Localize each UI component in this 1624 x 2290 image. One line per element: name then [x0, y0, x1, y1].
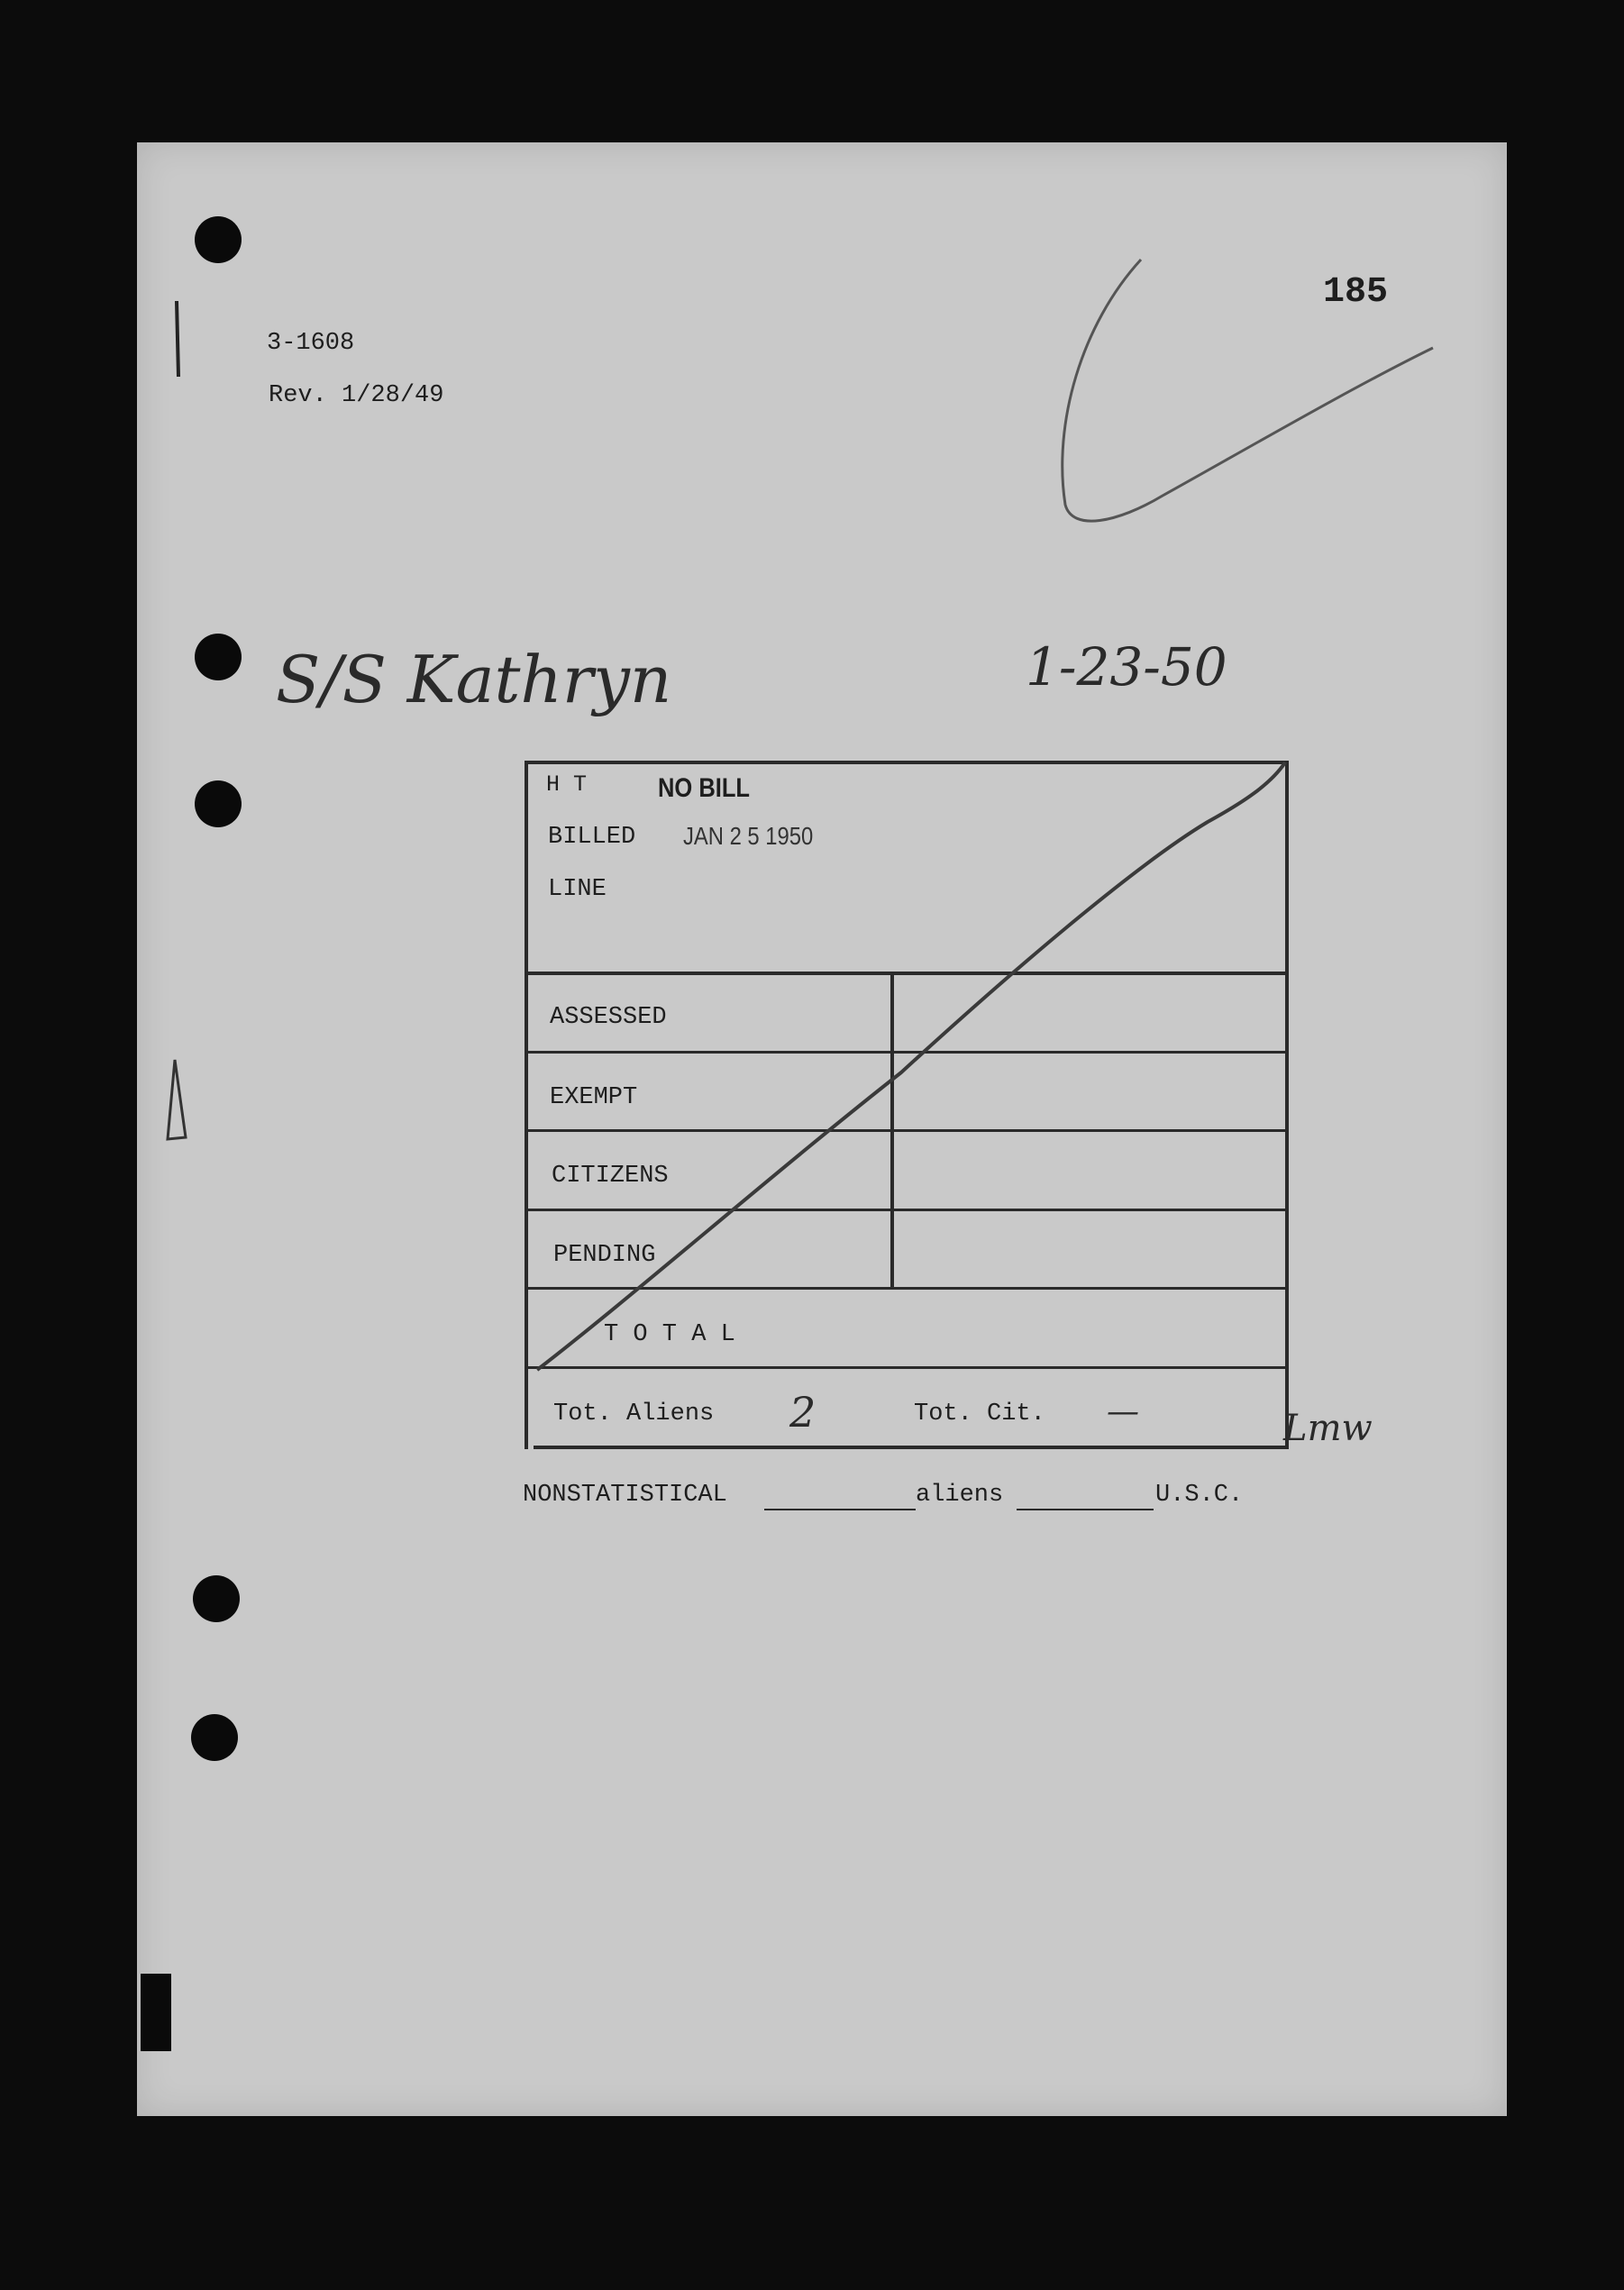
- no-bill-stamp: NO BILL: [658, 773, 750, 803]
- row-label-citizens: CITIZENS: [552, 1163, 669, 1190]
- nonstatistical-label: NONSTATISTICAL: [523, 1482, 727, 1509]
- total-citizens-value: —: [1107, 1393, 1139, 1430]
- check-mark: [1063, 260, 1433, 521]
- form-number: 3-1608: [267, 330, 355, 357]
- initials: Lmw: [1283, 1408, 1373, 1449]
- margin-mark: [177, 301, 178, 377]
- aliens-label: aliens: [916, 1482, 1004, 1509]
- billed-label: BILLED: [548, 824, 636, 851]
- stamp-prefix: H T: [546, 771, 588, 798]
- total-aliens-label: Tot. Aliens: [553, 1400, 715, 1428]
- margin-mark: [168, 1060, 186, 1139]
- row-label-exempt: EXEMPT: [550, 1084, 638, 1111]
- strike-line: [537, 762, 1285, 1370]
- page-number: 185: [1323, 272, 1389, 313]
- row-label-assessed: ASSESSED: [550, 1004, 667, 1031]
- margin-tab: [141, 1974, 171, 2051]
- total-label: T O T A L: [604, 1321, 735, 1348]
- usc-label: U.S.C.: [1155, 1482, 1244, 1509]
- handwritten-date: 1-23-50: [1026, 636, 1227, 698]
- vessel-name: S/S Kathryn: [276, 642, 672, 717]
- row-label-pending: PENDING: [553, 1242, 656, 1269]
- billed-date: JAN 2 5 1950: [683, 822, 814, 850]
- total-aliens-value: 2: [789, 1388, 817, 1437]
- line-label: LINE: [548, 876, 607, 903]
- form-revision: Rev. 1/28/49: [269, 382, 444, 409]
- total-citizens-label: Tot. Cit.: [914, 1400, 1045, 1428]
